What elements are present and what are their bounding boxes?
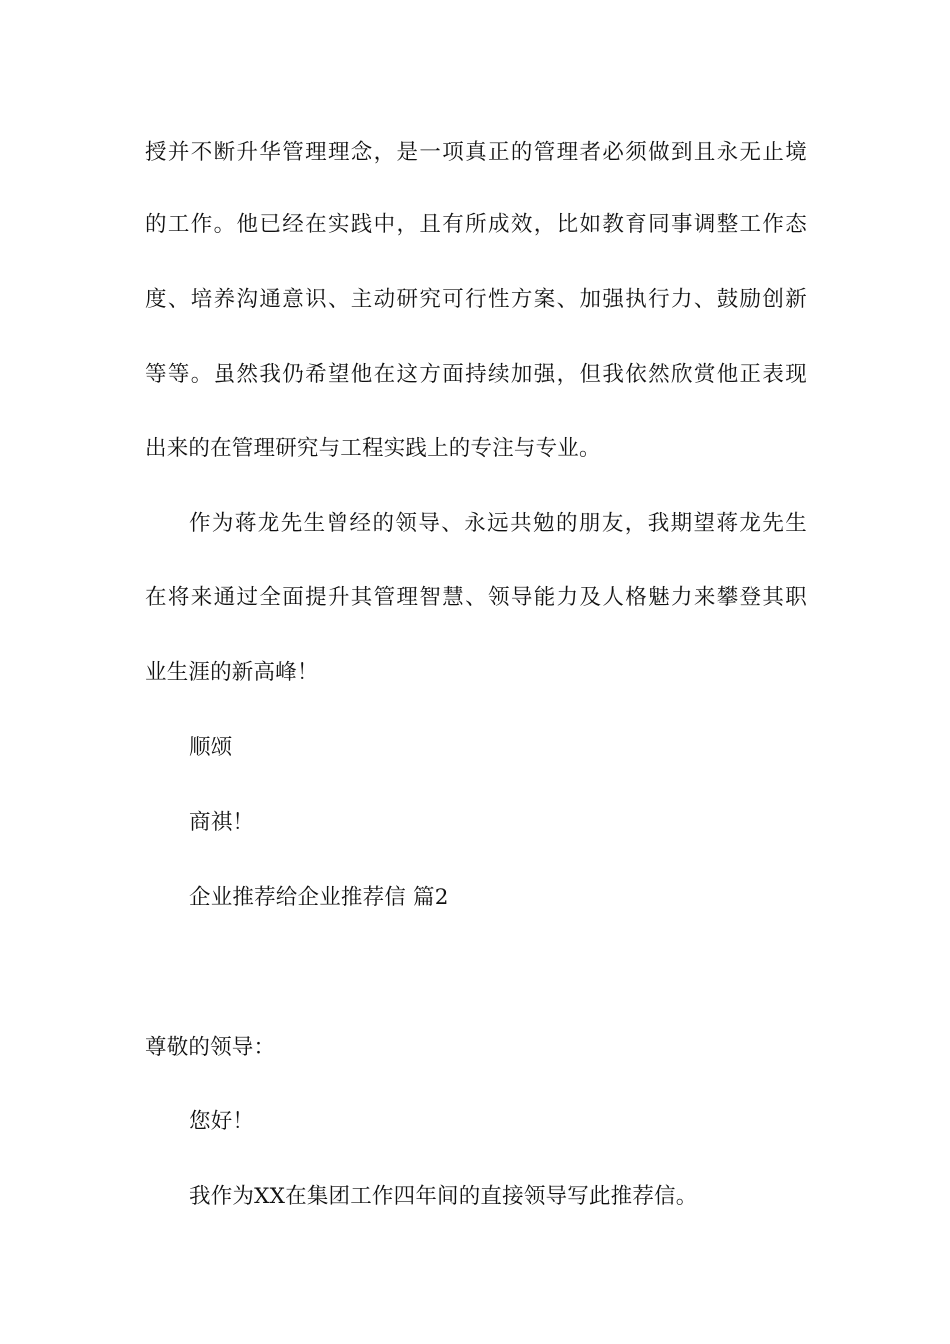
paragraph-line: 的工作。他已经在实践中，且有所成效，比如教育同事调整工作态	[145, 212, 807, 237]
closing-text: 顺颂	[189, 735, 233, 760]
paragraph-line: 在将来通过全面提升其管理智慧、领导能力及人格魅力来攀登其职	[145, 585, 807, 610]
closing-regards: 商祺！	[189, 810, 255, 835]
paragraph-line: 业生涯的新高峰！	[145, 660, 319, 685]
greeting: 您好！	[189, 1109, 255, 1134]
paragraph-line: 等等。虽然我仍希望他在这方面持续加强，但我依然欣赏他正表现	[145, 362, 807, 387]
paragraph-line: 度、培养沟通意识、主动研究可行性方案、加强执行力、鼓励创新	[145, 287, 807, 312]
salutation: 尊敬的领导：	[145, 1035, 276, 1060]
paragraph-line: 作为蒋龙先生曾经的领导、永远共勉的朋友，我期望蒋龙先生	[189, 511, 807, 536]
intro-line: 我作为XX在集团工作四年间的直接领导写此推荐信。	[189, 1184, 698, 1209]
paragraph-line: 授并不断升华管理理念，是一项真正的管理者必须做到且永无止境	[145, 140, 807, 165]
paragraph-line: 出来的在管理研究与工程实践上的专注与专业。	[145, 436, 601, 461]
section-title: 企业推荐给企业推荐信 篇2	[189, 885, 449, 910]
